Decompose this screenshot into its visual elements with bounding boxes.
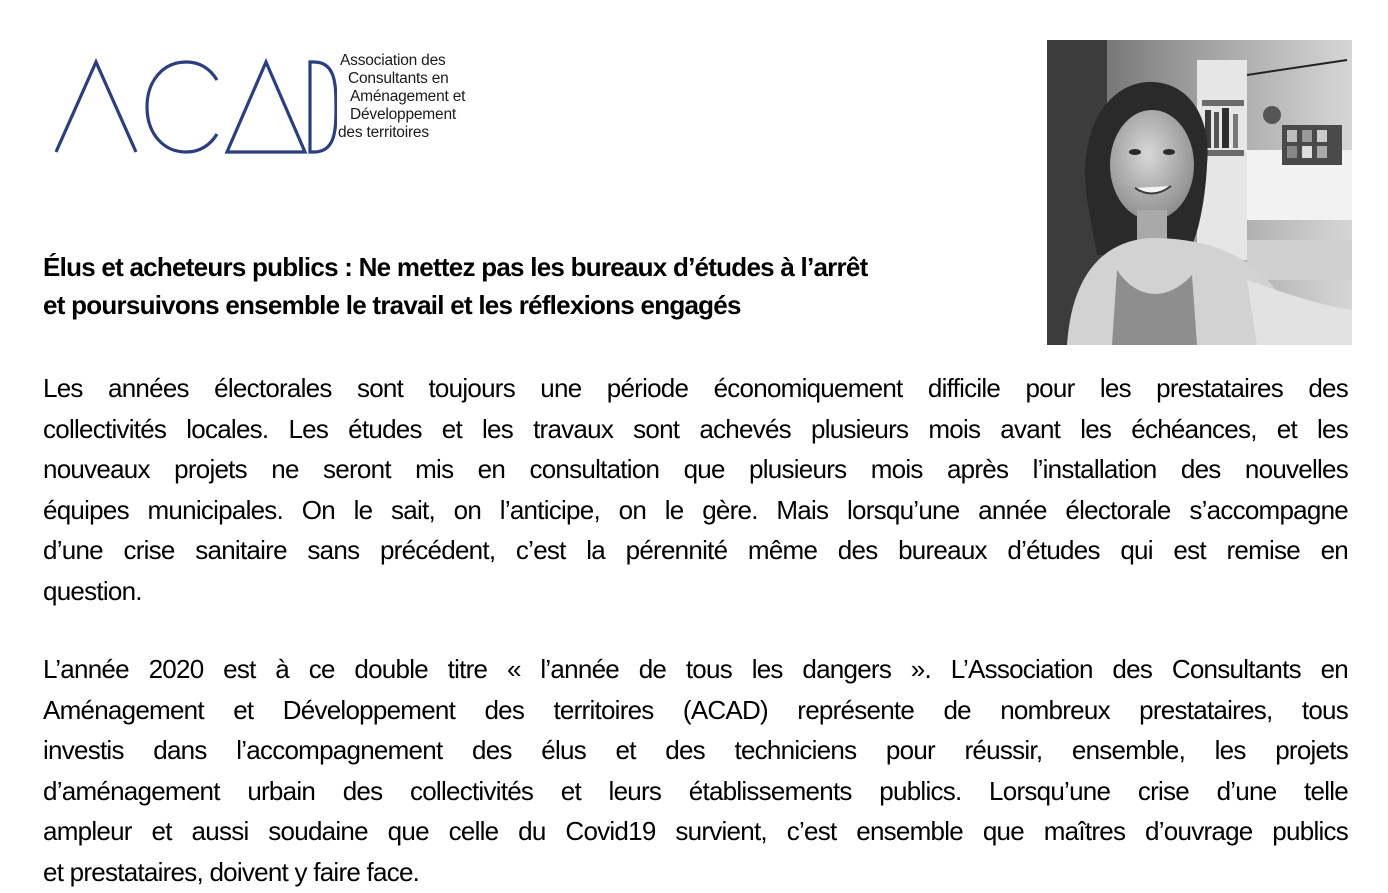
logo-caption-line: des territoires xyxy=(338,124,429,141)
logo-caption-line: Consultants en xyxy=(348,70,449,87)
acad-logo xyxy=(52,52,492,162)
paragraph-line: L’année 2020 est à ce double titre « l’année de tous les dangers ». L’Association des Consultants en xyxy=(43,654,1348,684)
paragraph-line: Les années électorales sont toujours une période économiquement difficile pour les prestataires des xyxy=(43,373,1348,403)
paragraph-line: nouveaux projets ne seront mis en consultation que plusieurs mois après l’installation des nouvelles xyxy=(43,454,1348,485)
paragraph-line: équipes municipales. On le sait, on l’anticipe, on le gère. Mais lorsqu’une année électorale s’accompagne xyxy=(43,494,1348,525)
paragraph xyxy=(43,368,1348,612)
portrait-photo xyxy=(1047,40,1352,345)
paragraph-line: Aménagement et Développement des territoires (ACAD) représente de nombreux prestataires, tous xyxy=(43,694,1348,725)
article-title xyxy=(43,248,1033,324)
paragraph-line: d’une crise sanitaire sans précédent, c’est la pérennité même des bureaux d’études qui est remise en xyxy=(43,535,1348,566)
acad-logo-caption xyxy=(338,52,465,142)
paragraph-line: d’aménagement urbain des collectivités et leurs établissements publics. Lorsqu’une crise d’une telle xyxy=(43,775,1348,806)
logo-caption-line: Association des xyxy=(340,52,446,69)
paragraph-line: investis dans l’accompagnement des élus et des techniciens pour réussir, ensemble, les projets xyxy=(43,735,1348,766)
paragraph-line: collectivités locales. Les études et les travaux sont achevés plusieurs mois avant les échéances, et les xyxy=(43,413,1348,444)
paragraph-line: ampleur et aussi soudaine que celle du Covid19 survient, c’est ensemble que maîtres d’ouvrage publics xyxy=(43,816,1348,847)
paragraph-line: question. xyxy=(43,575,142,606)
portrait-image xyxy=(1047,40,1352,345)
title-line: et poursuivons ensemble le travail et les réflexions engagés xyxy=(43,290,741,320)
logo-caption-line: Développement xyxy=(350,106,456,123)
paragraph-line: et prestataires, doivent y faire face. xyxy=(43,856,420,887)
paragraph xyxy=(43,649,1348,893)
logo-caption-line: Aménagement et xyxy=(350,88,466,105)
title-line: Élus et acheteurs publics : Ne mettez pas les bureaux d’études à l’arrêt xyxy=(43,252,868,282)
acad-logo-mark xyxy=(52,56,337,156)
